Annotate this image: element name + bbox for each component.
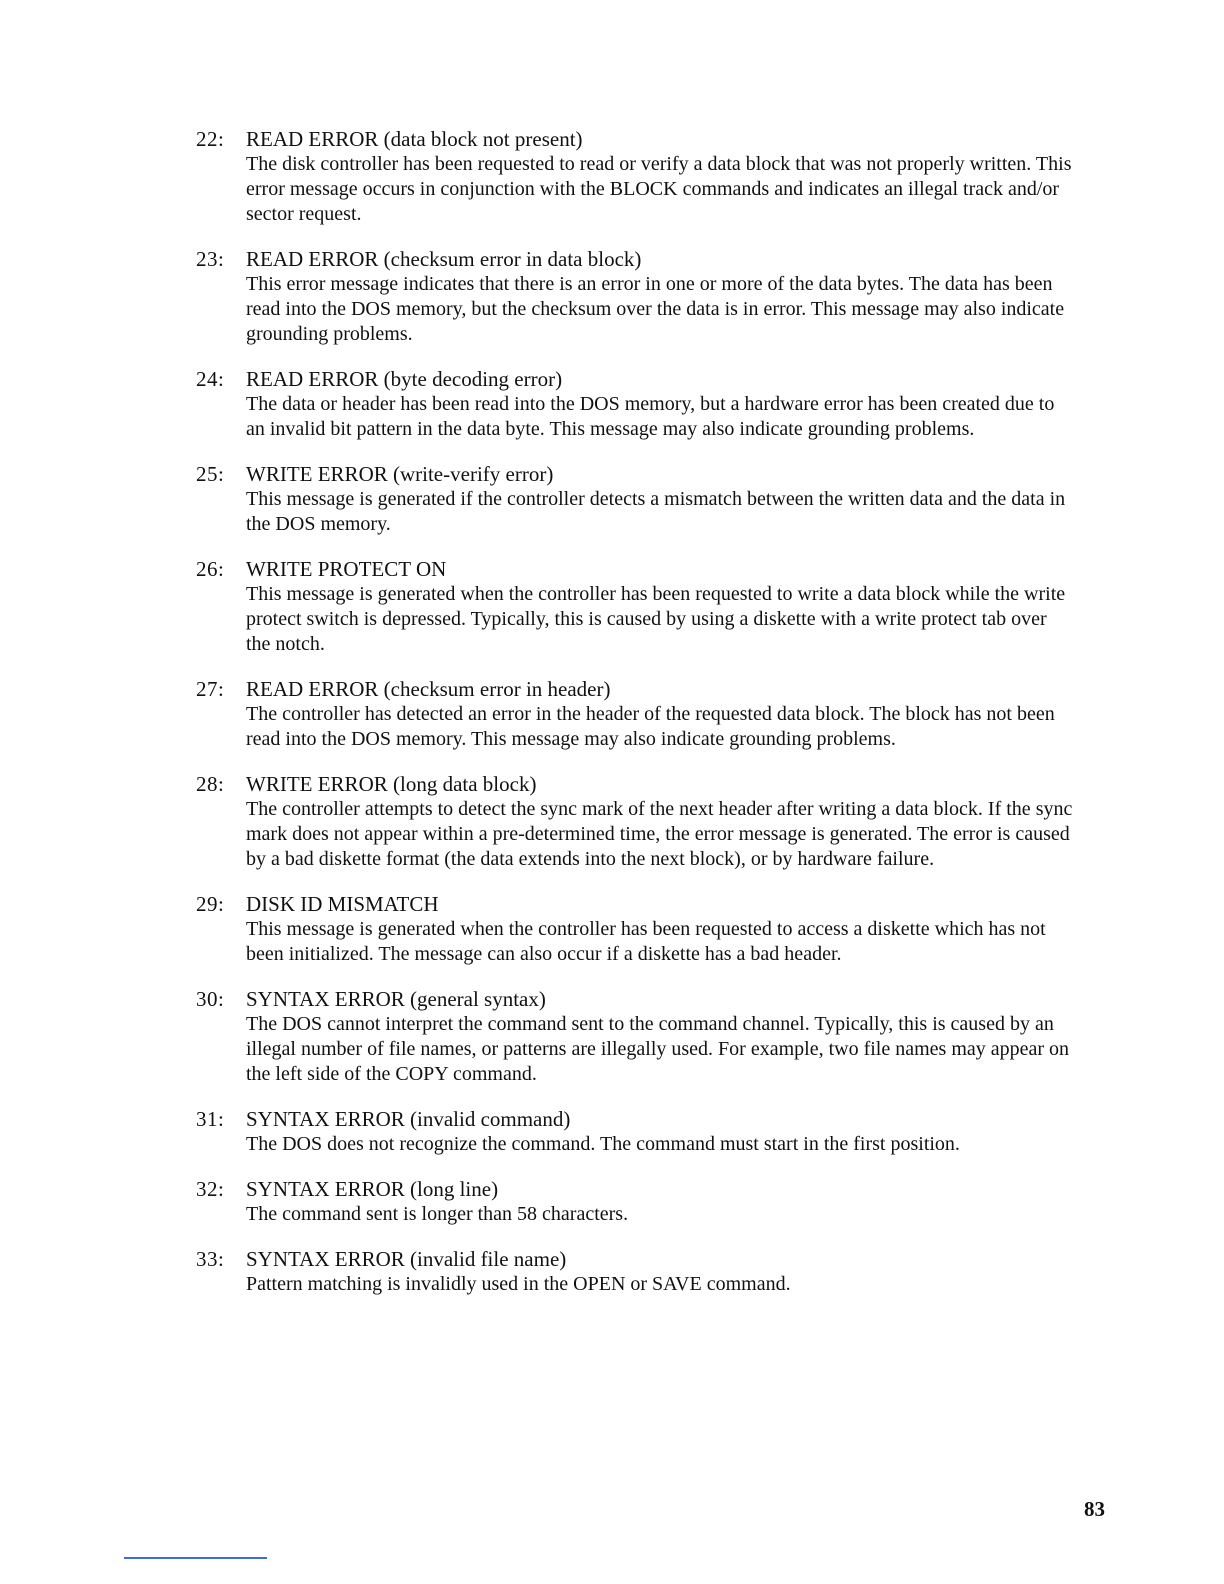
error-title: WRITE ERROR (write-verify error) [246, 462, 554, 486]
error-entry-30 [0, 986, 1224, 1087]
error-title: DISK ID MISMATCH [246, 892, 439, 916]
error-code: 22: [196, 127, 225, 151]
error-description: This message is generated if the controller detects a mismatch between the written data and the data in the DOS memory. [246, 488, 1066, 535]
error-title: SYNTAX ERROR (general syntax) [246, 987, 546, 1011]
error-code: 24: [196, 367, 225, 391]
error-code: 29: [196, 892, 225, 916]
error-code: 33: [196, 1247, 225, 1271]
error-description: The controller has detected an error in the header of the requested data block. The block has not been read into the DOS memory. This message may also indicate grounding problems. [246, 703, 1055, 750]
error-code: 25: [196, 462, 225, 486]
error-description: The data or header has been read into the DOS memory, but a hardware error has been created due to an invalid bit pattern in the data byte. This message may also indicate grounding problems. [246, 393, 1055, 440]
error-entry-27 [0, 676, 1224, 752]
error-code: 31: [196, 1107, 225, 1131]
error-message-list [0, 126, 1224, 1316]
error-description: This error message indicates that there is an error in one or more of the data bytes. The data has been read into the DOS memory, but the checksum over the data is in error. This message may also indicate grounding problems. [246, 273, 1065, 345]
error-title: READ ERROR (data block not present) [246, 127, 583, 151]
error-code: 23: [196, 247, 225, 271]
error-entry-26 [0, 556, 1224, 657]
error-entry-28 [0, 771, 1224, 872]
error-entry-31 [0, 1106, 1224, 1157]
error-entry-25 [0, 461, 1224, 537]
error-entry-23 [0, 246, 1224, 347]
error-title: READ ERROR (byte decoding error) [246, 367, 563, 391]
error-description: This message is generated when the controller has been requested to write a data block while the write protect switch is depressed. Typically, this is caused by using a diskette with a write protect tab over the notch. [246, 583, 1066, 655]
error-entry-22 [0, 126, 1224, 227]
error-title: SYNTAX ERROR (invalid command) [246, 1107, 571, 1131]
error-description: This message is generated when the controller has been requested to access a diskette which has not been initialized. The message can also occur if a diskette has a bad header. [246, 918, 1046, 965]
page-number: 83 [1084, 1497, 1105, 1521]
error-title: READ ERROR (checksum error in header) [246, 677, 611, 701]
error-description: The command sent is longer than 58 characters. [246, 1203, 629, 1225]
error-title: WRITE ERROR (long data block) [246, 772, 537, 796]
error-description: Pattern matching is invalidly used in the OPEN or SAVE command. [246, 1273, 791, 1295]
error-entry-24 [0, 366, 1224, 442]
error-code: 30: [196, 987, 225, 1011]
error-code: 26: [196, 557, 225, 581]
error-entry-33 [0, 1246, 1224, 1297]
error-code: 27: [196, 677, 225, 701]
error-title: SYNTAX ERROR (long line) [246, 1177, 499, 1201]
error-code: 28: [196, 772, 225, 796]
error-entry-29 [0, 891, 1224, 967]
error-title: SYNTAX ERROR (invalid file name) [246, 1247, 567, 1271]
error-description: The DOS does not recognize the command. The command must start in the first position. [246, 1133, 960, 1155]
error-title: READ ERROR (checksum error in data block) [246, 247, 642, 271]
error-description: The DOS cannot interpret the command sent to the command channel. Typically, this is caused by an illegal number of file names, or patterns are illegally used. For example, two file names may appear on the left side of the COPY command. [246, 1013, 1070, 1085]
footer-rule [124, 1557, 267, 1559]
error-code: 32: [196, 1177, 225, 1201]
error-title: WRITE PROTECT ON [246, 557, 447, 581]
error-entry-32 [0, 1176, 1224, 1227]
error-description: The controller attempts to detect the sync mark of the next header after writing a data block. If the sync mark does not appear within a pre-determined time, the error message is generated. The error is caused by a bad diskette format (the data extends into the next block), or by hardware failure. [246, 798, 1073, 870]
error-description: The disk controller has been requested to read or verify a data block that was not properly written. This error message occurs in conjunction with the BLOCK commands and indicates an illegal track and/or sector request. [246, 153, 1072, 225]
